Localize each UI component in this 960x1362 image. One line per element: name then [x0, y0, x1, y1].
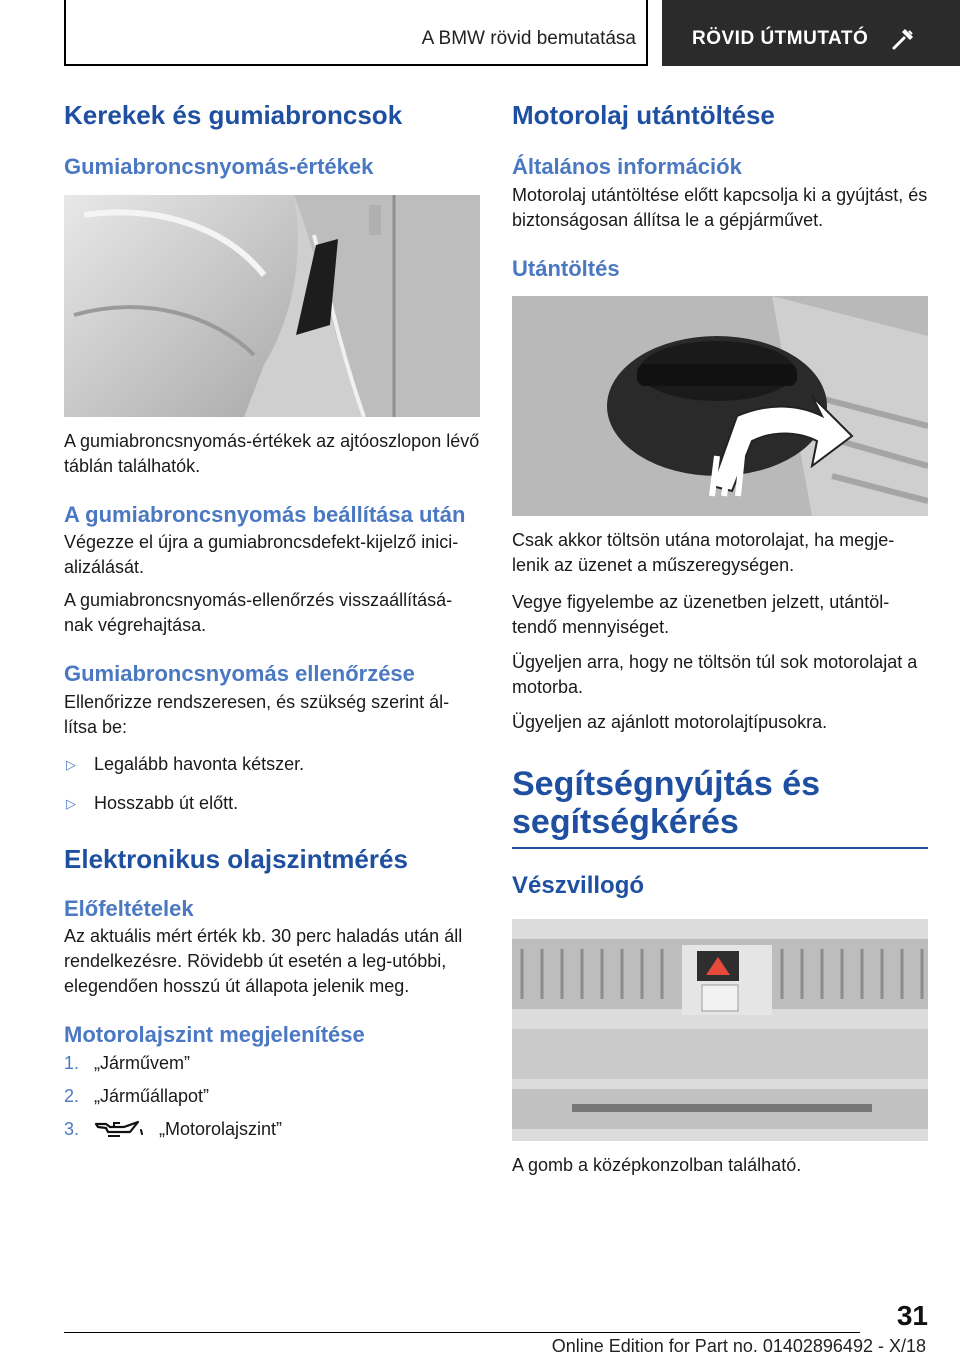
step-text: „Járműállapot”: [94, 1085, 210, 1106]
step-number: 3.: [64, 1118, 80, 1139]
paragraph-after-adjust-1: Végezze el újra a gumiabroncsdefekt-kijelző inici-alizálását.: [64, 532, 459, 578]
door-pillar-image: [64, 195, 480, 417]
list-item-text: Legalább havonta kétszer.: [94, 753, 305, 774]
header-chapter-title: RÖVID ÚTMUTATÓ: [692, 28, 869, 49]
paragraph-refill-1: Csak akkor töltsön utána motorolajat, ha megje-lenik az üzenet a műszeregységen.: [512, 530, 895, 576]
paragraph-check: Ellenőrizze rendszeresen, és szükség szerint ál-lítsa be:: [64, 691, 450, 737]
heading-general: Általános információk: [512, 154, 742, 180]
heading-assist: Segítségnyújtás és segítségkérés: [512, 765, 821, 842]
heading-prereq: Előfeltételek: [64, 895, 194, 921]
section-rule: [512, 847, 928, 849]
step-number: 2.: [64, 1085, 80, 1106]
paragraph-refill-4: Ügyeljen az ajánlott motorolajtípusokra.: [512, 712, 828, 733]
paragraph-after-adjust-2: A gumiabroncsnyomás-ellenőrzés visszaállításá-nak végrehajtása.: [64, 590, 453, 636]
oil-can-icon: [94, 1118, 146, 1138]
step-text: „Járművem”: [94, 1052, 191, 1073]
paragraph-refill-2: Vegye figyelembe az üzenetben jelzett, utántöl-tendő mennyiséget.: [512, 592, 890, 638]
footer-rule: [64, 1332, 860, 1333]
header-rule: [64, 64, 648, 66]
right-column: [512, 100, 928, 1178]
page-number: 31: [896, 1300, 928, 1331]
triangle-right-icon: ▷: [66, 756, 76, 772]
heading-check: Gumiabroncsnyomás ellenőrzése: [64, 661, 415, 687]
wrench-hammer-icon: [890, 26, 916, 52]
header-chapter-tab: [662, 0, 960, 66]
list-item: [64, 752, 480, 777]
heading-refilling: Utántöltés: [512, 255, 620, 281]
heading-oil-measure: Elektronikus olajszintmérés: [64, 843, 408, 874]
heading-after-adjust: A gumiabroncsnyomás beállítása után: [64, 501, 466, 527]
paragraph-refill-3: Ügyeljen arra, hogy ne töltsön túl sok motorolajat a motorba.: [512, 652, 918, 698]
step-item: [64, 1084, 480, 1109]
heading-tires: Kerekek és gumiabroncsok: [64, 100, 403, 130]
hazard-console-image: [512, 919, 928, 1141]
step-number: 1.: [64, 1052, 80, 1073]
list-item: [64, 791, 480, 816]
step-text: „Motorolajszint”: [159, 1118, 283, 1139]
check-list: [64, 752, 480, 816]
list-item-text: Hosszabb út előtt.: [94, 792, 239, 813]
caption-pressure: A gumiabroncsnyomás-értékek az ajtóoszlopon lévő táblán találhatók.: [64, 430, 480, 476]
footer-edition: Online Edition for Part no. 01402896492 - X/18: [551, 1336, 926, 1356]
caption-hazard: A gomb a középkonzolban található.: [512, 1155, 802, 1176]
heading-display: Motorolajszint megjelenítése: [64, 1022, 365, 1048]
header-section-title: A BMW rövid bemutatása: [421, 28, 636, 49]
heading-hazard: Vészvillogó: [512, 872, 645, 900]
heading-oil-refill: Motorolaj utántöltése: [512, 100, 775, 130]
left-column: [64, 100, 480, 1142]
triangle-right-icon: ▷: [66, 795, 76, 811]
paragraph-prereq: Az aktuális mért érték kb. 30 perc haladás után áll rendelkezésre. Rövidebb út esetén a leg-utóbbi, elegendően hosszú út állapota jelenik meg.: [64, 926, 463, 997]
step-item: [64, 1051, 480, 1076]
display-steps: [64, 1051, 480, 1142]
step-item: [64, 1117, 480, 1142]
heading-pressure-values: Gumiabroncsnyomás-értékek: [64, 154, 374, 180]
oil-cap-image: [512, 296, 928, 516]
header-divider: [646, 0, 648, 66]
header-left-border: [64, 0, 66, 66]
paragraph-general: Motorolaj utántöltése előtt kapcsolja ki a gyújtást, és biztonságosan állítsa le a gépjárművet.: [512, 184, 928, 230]
